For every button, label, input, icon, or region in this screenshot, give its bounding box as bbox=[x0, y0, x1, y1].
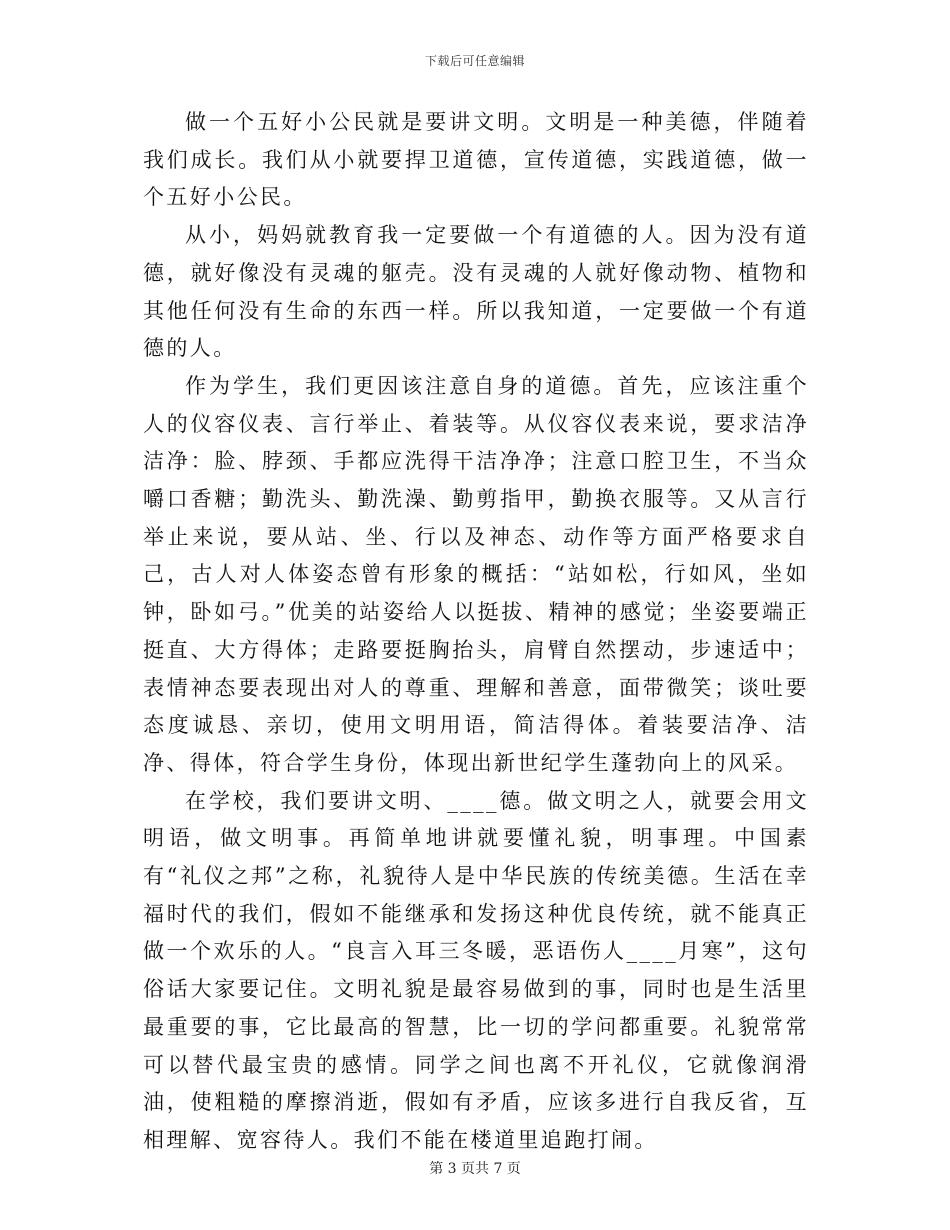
paragraph-4: 在学校，我们要讲文明、____德。做文明之人，就要会用文明语，做文明事。再简单地讲就要懂礼貌，明事理。中国素有“礼仪之邦”之称，礼貌待人是中华民族的传统美德。生活在幸福时代的我们，假如不能继承和发扬这种优良传统，就不能真正做一个欢乐的人。“良言入耳三冬暖，恶语伤人____月寒”，这句俗话大家要记住。文明礼貌是最容易做到的事，同时也是生活里最重要的事，它比最高的智慧，比一切的学问都重要。礼貌常常可以替代最宝贵的感情。同学之间也离不开礼仪，它就像润滑油，使粗糙的摩擦消逝，假如有矛盾，应该多进行自我反省，互相理解、宽容待人。我们不能在楼道里追跑打闹。 bbox=[143, 788, 809, 1152]
page-header-note: 下载后可任意编辑 bbox=[424, 54, 525, 68]
paragraph-2: 从小，妈妈就教育我一定要做一个有道德的人。因为没有道德，就好像没有灵魂的躯壳。没有灵魂的人就好像动物、植物和其他任何没有生命的东西一样。所以我知道，一定要做一个有道德的人。 bbox=[143, 223, 809, 361]
paragraph-1: 做一个五好小公民就是要讲文明。文明是一种美德，伴随着我们成长。我们从小就要捍卫道德，宣传道德，实践道德，做一个五好小公民。 bbox=[143, 110, 809, 210]
document-body bbox=[143, 104, 809, 1160]
paragraph-3: 作为学生，我们更因该注意自身的道德。首先，应该注重个人的仪容仪表、言行举止、着装等。从仪容仪表来说，要求洁净洁净：脸、脖颈、手都应洗得干洁净净；注意口腔卫生，不当众嚼口香糖；勤洗头、勤洗澡、勤剪指甲，勤换衣服等。又从言行举止来说，要从站、坐、行以及神态、动作等方面严格要求自己，古人对人体姿态曾有形象的概括：“站如松，行如风，坐如钟，卧如弓。”优美的站姿给人以挺拔、精神的感觉；坐姿要端正挺直、大方得体；走路要挺胸抬头，肩臂自然摆动，步速适中；表情神态要表现出对人的尊重、理解和善意，面带微笑；谈吐要态度诚恳、亲切，使用文明用语，简洁得体。着装要洁净、洁净、得体，符合学生身份，体现出新世纪学生蓬勃向上的风采。 bbox=[143, 373, 809, 775]
page-number: 第 3 页共 7 页 bbox=[429, 1161, 521, 1177]
